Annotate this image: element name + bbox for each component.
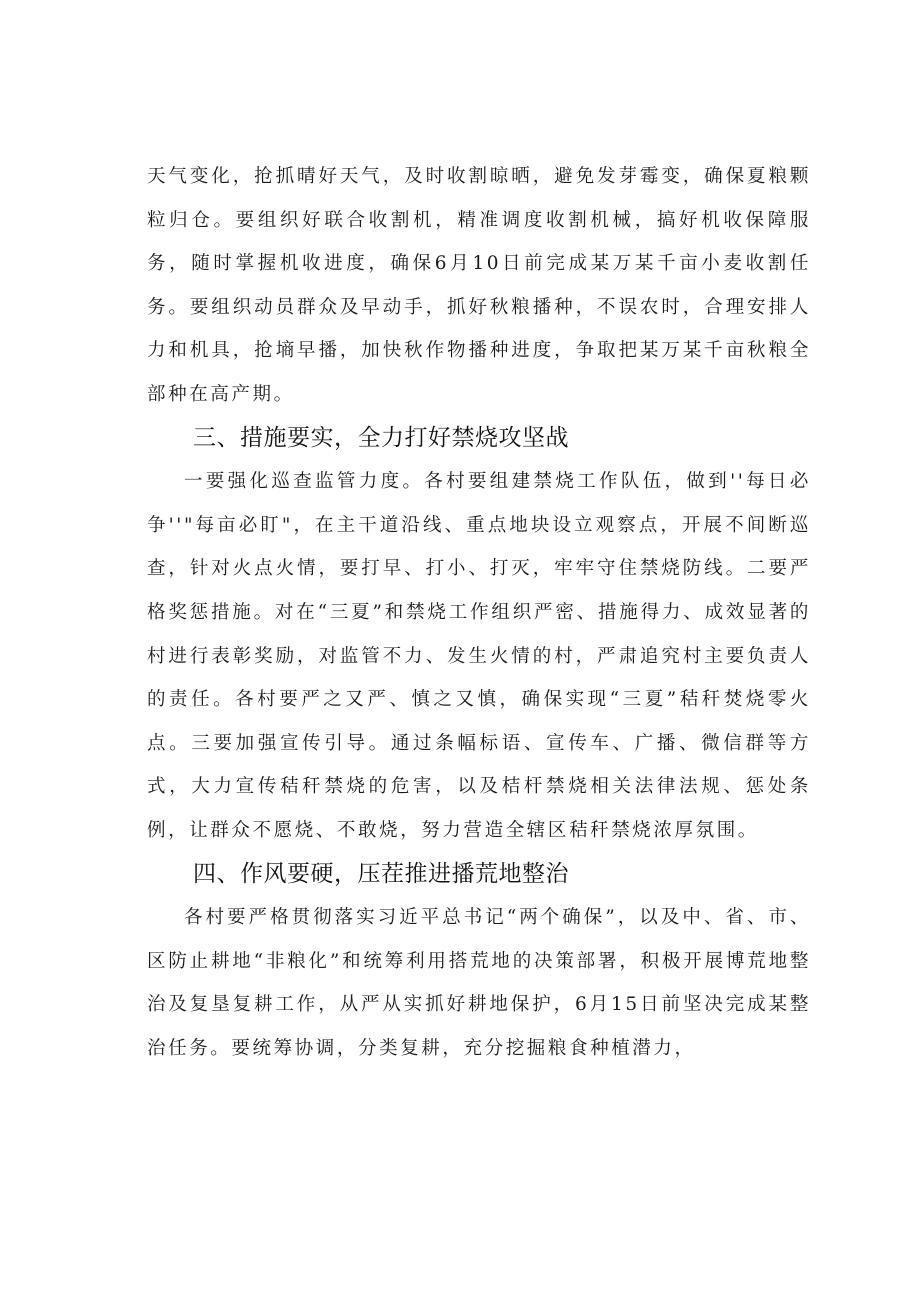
paragraph-section-4: 各村要严格贯彻落实习近平总书记“两个确保”，以及中、省、市、区防止耕地“非粮化”和统筹利用搭荒地的决策部署，积极开展博荒地整治及复垦复耕工作，从严从实抓好耕地保护，6月15日前坚决完成某整治任务。要统筹协调，分类复耕，充分挖掘粮食种植潜力， [147,907,811,1059]
document-page [147,155,811,1070]
section-heading-3: 三、措施要实，全力打好禁烧攻坚战 [193,424,569,451]
paragraph-section-3: 一要强化巡查监管力度。各村要组建禁烧工作队伍，做到''每日必争''"每亩必盯"，在主干道沿线、重点地块设立观察点，开展不间断巡查，针对火点火情，要打早、打小、打灭，牢牢守住禁烧防线。二要严格奖惩措施。对在“三夏”和禁烧工作组织严密、措施得力、成效显著的村进行表彰奖励，对监管不力、发生火情的村，严肃追究村主要负责人的责任。各村要严之又严、慎之又慎，确保实现“三夏”秸秆焚烧零火点。三要加强宣传引导。通过条幅标语、宣传车、广播、微信群等方式，大力宣传秸秆禁烧的危害，以及桔杆禁烧相关法律法规、惩处条例，让群众不愿烧、不敢烧，努力营造全辖区秸秆禁烧浓厚氛围。 [147,471,811,841]
paragraph-intro: 天气变化，抢抓晴好天气，及时收割晾晒，避免发芽霉变，确保夏粮颗粒归仓。要组织好联合收割机，精准调度收割机械，搞好机收保障服务，随时掌握机收进度，确保6月10日前完成某万某千亩小麦收割任务。要组织动员群众及早动手，抓好秋粮播种，不误农时，合理安排人力和机具，抢墒早播，加快秋作物播种进度，争取把某万某千亩秋粮全部种在高产期。 [147,166,811,405]
section-heading-4: 四、作风要硬，压茬推进播荒地整治 [193,860,569,887]
